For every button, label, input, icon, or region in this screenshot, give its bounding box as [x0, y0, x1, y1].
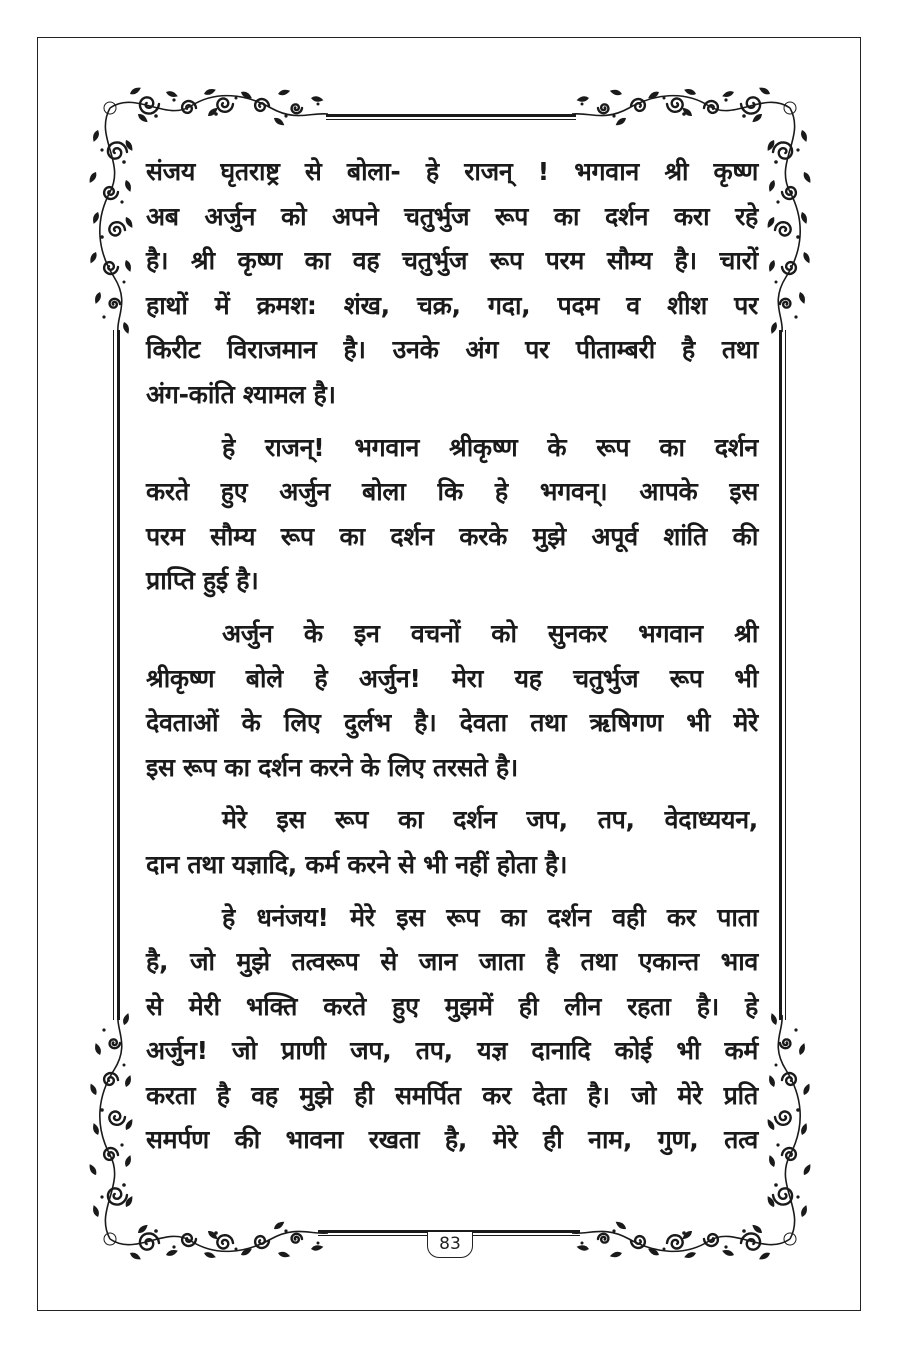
dot [100, 1195, 103, 1198]
spiral [598, 104, 608, 113]
text-line: अर्जुन! जो प्राणी जप, तप, यज्ञ दानादि कोई भी कर्म [146, 1036, 758, 1066]
dot [102, 315, 105, 318]
dot [794, 315, 797, 318]
dot [775, 1064, 778, 1067]
dot [123, 1064, 126, 1067]
text-line: हाथों में क्रमश: शंख, चक्र, गदा, पदम व शीश पर [146, 290, 758, 320]
dot [742, 114, 746, 118]
paragraph [146, 612, 758, 790]
spiral [667, 1235, 683, 1248]
dot [774, 160, 778, 164]
leaf [767, 259, 776, 273]
text-line: देवताओं के लिए दुर्लभ है। देवता तथा ऋषिगण भी मेरे [146, 708, 758, 738]
dot [172, 98, 175, 101]
text-line: से मेरी भक्ति करते हुए मुझमें ही लीन रहता है। हे [146, 991, 758, 1021]
spiral [217, 99, 233, 112]
text-line: है। श्री कृष्ण का वह चतुर्भुज रूप परम सौम्य है। चारों [146, 246, 758, 276]
text-line: संजय घृतराष्ट्र से बोला- हे राजन् ! भगवान श्री कृष्ण [146, 157, 758, 186]
text-line: अर्जुन के इन वचनों को सुनकर भगवान श्री [222, 618, 758, 648]
paragraph [146, 150, 758, 418]
text-line: करते हुए अर्जुन बोला कि हे भगवन्। आपके इस [146, 477, 758, 507]
text-line: समर्पण की भावना रखता है, मेरे ही नाम, गुण, तत्व [146, 1125, 758, 1155]
paragraph-gap [146, 790, 758, 798]
dot [742, 1229, 746, 1233]
leaf [576, 95, 589, 102]
dot [123, 281, 126, 284]
spiral [775, 1112, 791, 1125]
spiral [775, 222, 791, 235]
leaf [122, 321, 131, 335]
dot [581, 103, 584, 106]
dot [154, 1229, 158, 1233]
dot [122, 1183, 126, 1187]
spiral [667, 99, 683, 112]
text-line: हे धनंजय! मेरे इस रूप का दर्शन वही कर पाता [222, 902, 758, 932]
leaf [124, 1154, 133, 1168]
dot [796, 1195, 799, 1198]
dot [172, 1245, 175, 1248]
left-border-rule [113, 330, 120, 1020]
dot [100, 1108, 104, 1112]
paragraph-gap [146, 888, 758, 896]
dot [120, 1143, 123, 1146]
text-line: करता है वह मुझे ही समर्पित कर देता है। जो मेरे प्रति [146, 1080, 758, 1110]
text-line: अंग-कांति श्यामल है। [146, 379, 336, 409]
paragraph [146, 798, 758, 887]
dot [663, 97, 666, 100]
leaf [769, 321, 778, 335]
dot [235, 1248, 238, 1251]
dot [682, 1231, 686, 1235]
paragraph-gap [146, 418, 758, 426]
dot [682, 112, 686, 116]
dot [284, 114, 287, 117]
spiral [217, 1235, 233, 1248]
dot [154, 114, 158, 118]
paragraph-gap [146, 604, 758, 612]
spiral [780, 1039, 790, 1048]
dot [581, 1242, 584, 1245]
dot [796, 235, 800, 239]
leaf [614, 116, 627, 128]
dot [317, 1242, 320, 1245]
right-border-rule [779, 330, 786, 1020]
text-line: दान तथा यज्ञादि, कर्म करने से भी नहीं होता है। [146, 849, 568, 879]
dot [100, 148, 103, 151]
text-line: हे राजन्! भगवान श्रीकृष्ण के रूप का दर्शन [222, 432, 758, 462]
text-line: प्राप्ति हुई है। [146, 566, 259, 596]
page-body-text [146, 150, 758, 1163]
dot [776, 1143, 779, 1146]
text-line: है, जो मुझे तत्वरूप से जान जाता है तथा एकान्त भाव [146, 947, 758, 977]
dot [663, 1248, 666, 1251]
dot [724, 98, 727, 101]
dot [284, 1229, 287, 1232]
dot [317, 103, 320, 106]
leaf [122, 1012, 131, 1026]
dot [612, 114, 615, 117]
leaf [576, 1244, 589, 1251]
text-line: परम सौम्य रूप का दर्शन करके मुझे अपूर्व शांति की [146, 521, 759, 551]
leaf [767, 179, 776, 193]
dot [724, 1245, 727, 1248]
spiral [598, 1234, 608, 1243]
leaf [124, 259, 133, 273]
dot [612, 1229, 615, 1232]
dot [776, 200, 779, 203]
spiral [292, 1234, 302, 1243]
leaf [311, 95, 324, 102]
leaf [767, 1074, 776, 1088]
dot [214, 1231, 218, 1235]
text-line: मेरे इस रूप का दर्शन जप, तप, वेदाध्ययन, [222, 805, 758, 835]
dot [774, 1183, 778, 1187]
dot [794, 1028, 797, 1031]
leaf [311, 1244, 324, 1251]
dot [102, 1028, 105, 1031]
dot [235, 97, 238, 100]
paragraph [146, 896, 758, 1164]
dot [796, 1108, 800, 1112]
text-line: श्रीकृष्ण बोले हे अर्जुन! मेरा यह चतुर्भुज रूप भी [146, 663, 758, 693]
spiral [292, 104, 302, 113]
dot [796, 148, 799, 151]
leaf [272, 1220, 285, 1232]
spiral [109, 1112, 125, 1125]
leaf [272, 116, 285, 128]
spiral [109, 222, 125, 235]
text-line: इस रूप का दर्शन करने के लिए तरसते है। [146, 752, 518, 782]
text-line: किरीट विराजमान है। उनके अंग पर पीताम्बरी है तथा [146, 335, 758, 365]
spiral [110, 1039, 120, 1048]
leaf [124, 179, 133, 193]
dot [775, 281, 778, 284]
leaf [124, 1074, 133, 1088]
paragraph [146, 426, 758, 604]
dot [214, 112, 218, 116]
text-line: अब अर्जुन को अपने चतुर्भुज रूप का दर्शन करा रहे [146, 201, 758, 231]
dot [100, 235, 104, 239]
leaf [769, 1012, 778, 1026]
leaf [614, 1220, 627, 1232]
leaf [767, 1154, 776, 1168]
dot [122, 160, 126, 164]
page-number: 83 [427, 1232, 473, 1258]
dot [120, 200, 123, 203]
spiral [780, 299, 790, 308]
spiral [110, 299, 120, 308]
top-border-rule [326, 114, 576, 120]
